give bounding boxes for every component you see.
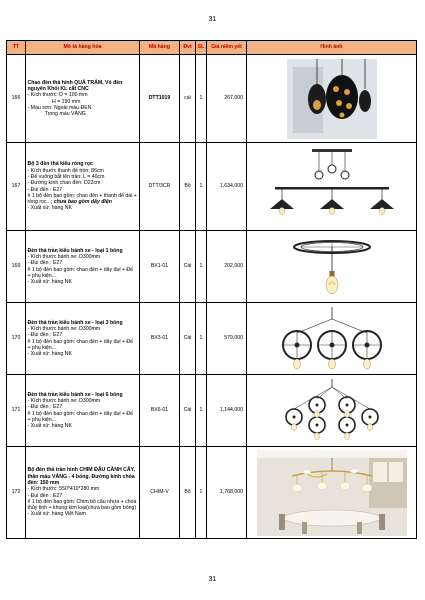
row-line: - Đế vuông bắt lên trần: L = 40cm xyxy=(27,173,105,180)
header-tt: TT xyxy=(7,41,26,55)
row-image-cell xyxy=(247,231,417,303)
row-image-cell xyxy=(247,143,417,231)
row-line: - Kích thước: D = 100 mm xyxy=(27,92,88,99)
table-row xyxy=(7,375,417,447)
row-line: - Xuất xứ: hàng NK xyxy=(27,205,72,212)
header-price: Giá niêm yết xyxy=(207,41,247,55)
row-line: # 1 bộ đèn bao gồm: Chim bồ câu nhựa + chóa thủy tinh + khung kim loại(chưa bao gồm bóng) xyxy=(27,498,137,512)
table-row xyxy=(7,231,417,303)
row-price: 1,634,000 xyxy=(207,143,247,231)
wheel-lamp-6-bulbs-image xyxy=(272,379,392,443)
pulley-pendant-lamp-image xyxy=(257,147,407,227)
row-tt: 166 xyxy=(7,55,26,143)
row-tt: 172 xyxy=(7,447,26,539)
row-line: - Kích thước bánh xe: D300mm xyxy=(27,397,101,404)
row-description xyxy=(26,143,140,231)
row-image-cell xyxy=(247,447,417,539)
row-line: - Xuất xứ: hàng NK xyxy=(27,279,72,286)
row-tt: 169 xyxy=(7,231,26,303)
row-title: Bộ 3 đèn thả kiểu ròng rọc xyxy=(27,161,93,168)
row-note: chưa bao gồm dây điện xyxy=(53,199,112,206)
row-unit: cái xyxy=(180,55,196,143)
row-line: - Đui đèn : E27 xyxy=(27,186,63,193)
row-tt: 171 xyxy=(7,375,26,447)
row-line: - Kích thước bánh xe: D300mm xyxy=(27,253,101,260)
row-line: - Kích thước thanh đế tròn: 86cm xyxy=(27,167,104,174)
row-qty: 1 xyxy=(196,143,207,231)
row-title: Chao đèn thả hình QUẢ TRÁM, Vỏ đèn nguyên Khối KL cắt CNC xyxy=(27,79,123,92)
row-unit: Bộ xyxy=(180,143,196,231)
row-title: Bộ đèn thả trần hình CHIM ĐẬU CÀNH CÂY, thân màu VÀNG - 4 bóng. Đường kính chóa đèn: 150 mm xyxy=(27,467,135,486)
wheel-lamp-3-bulbs-image xyxy=(267,307,397,371)
row-unit: Cái xyxy=(180,231,196,303)
row-line: - Kích thước bánh xe: D300mm xyxy=(27,325,101,332)
row-tt: 167 xyxy=(7,143,26,231)
row-image-cell xyxy=(247,375,417,447)
page-number-bottom: 31 xyxy=(208,576,217,583)
teardrop-pendant-lamp-image xyxy=(287,59,377,139)
table-row xyxy=(7,55,417,143)
row-line: - Đường kính chao đèn: D22cm xyxy=(27,180,101,187)
wheel-lamp-1-bulb-image xyxy=(277,235,387,299)
header-code: Mã hàng xyxy=(140,41,180,55)
header-unit: Đvt xyxy=(180,41,196,55)
row-code: DTT/3CR xyxy=(140,143,180,231)
row-line: - Đui đèn : E27 xyxy=(27,492,63,499)
row-image-cell xyxy=(247,55,417,143)
row-line: - Đui đèn : E27 xyxy=(27,332,63,339)
row-line: - Xuất xứ: hàng NK xyxy=(27,423,72,430)
row-line: # 1 bộ đèn bao gồm: chao đèn + dây đui + Đế + phụ kiện... xyxy=(27,338,134,351)
row-tt: 170 xyxy=(7,303,26,375)
row-unit: Cái xyxy=(180,303,196,375)
row-code: DTT1019 xyxy=(140,55,180,143)
row-code: BX1-01 xyxy=(140,231,180,303)
row-line: - Xuất xứ: hàng NK xyxy=(27,351,72,358)
row-line: # 1 bộ đèn bao gồm: chao đèn + dây đui + Đế + phụ kiện... xyxy=(27,410,134,423)
row-code: BX6-01 xyxy=(140,375,180,447)
row-unit: Cái xyxy=(180,375,196,447)
row-price: 579,000 xyxy=(207,303,247,375)
row-description xyxy=(26,375,140,447)
row-line: - Xuất xứ: hàng Việt Nam xyxy=(27,511,86,518)
row-title: Đèn thả trần kiểu bánh xe - loại 3 bóng xyxy=(27,319,123,326)
row-image-cell xyxy=(247,303,417,375)
row-description xyxy=(26,231,140,303)
row-qty: 1 xyxy=(196,231,207,303)
row-description xyxy=(26,55,140,143)
header-image: Hình ảnh xyxy=(247,41,417,55)
row-code: BX3-01 xyxy=(140,303,180,375)
row-qty: 1 xyxy=(196,55,207,143)
page-number-top: 31 xyxy=(208,16,217,23)
row-line: - Đui đèn : E27 xyxy=(27,404,63,411)
header-description: Mô tả hàng hóa xyxy=(26,41,140,55)
table-header-row xyxy=(7,41,417,55)
row-line: - Kích thước: 550*410*280 mm xyxy=(27,486,100,493)
row-price: 1,144,000 xyxy=(207,375,247,447)
product-price-table xyxy=(6,40,417,539)
row-line: - Màu sơn: Ngoài màu ĐEN xyxy=(27,104,92,111)
row-line xyxy=(28,193,138,206)
header-qty: SL xyxy=(196,41,207,55)
table-row xyxy=(7,143,417,231)
table-row xyxy=(7,447,417,539)
row-description xyxy=(26,447,140,539)
bird-branch-chandelier-image xyxy=(257,450,407,536)
row-price: 202,000 xyxy=(207,231,247,303)
row-code: CHIM-V xyxy=(140,447,180,539)
row-qty: 1 xyxy=(196,447,207,539)
row-line: # 1 bộ đèn bao gồm: chao đèn + dây đui + Đế + phụ kiện... xyxy=(27,266,134,279)
row-description xyxy=(26,303,140,375)
row-title: Đèn thả trần kiểu bánh xe - loại 1 bóng xyxy=(27,247,123,254)
row-unit: Bộ xyxy=(180,447,196,539)
row-line: Trong màu VÀNG xyxy=(27,111,86,118)
row-line-text: # 1 bộ đèn bao gồm: chao đèn + thanh để dài + ròng rọc...; xyxy=(27,192,137,206)
row-line: H = 190 mm xyxy=(27,98,81,105)
row-qty: 1 xyxy=(196,303,207,375)
row-line: - Đui đèn : E27 xyxy=(27,260,63,267)
row-price: 1,768,000 xyxy=(207,447,247,539)
row-price: 267,000 xyxy=(207,55,247,143)
table-row xyxy=(7,303,417,375)
row-title: Đèn thả trần kiểu bánh xe - loại 6 bóng xyxy=(27,391,123,398)
row-qty: 1 xyxy=(196,375,207,447)
